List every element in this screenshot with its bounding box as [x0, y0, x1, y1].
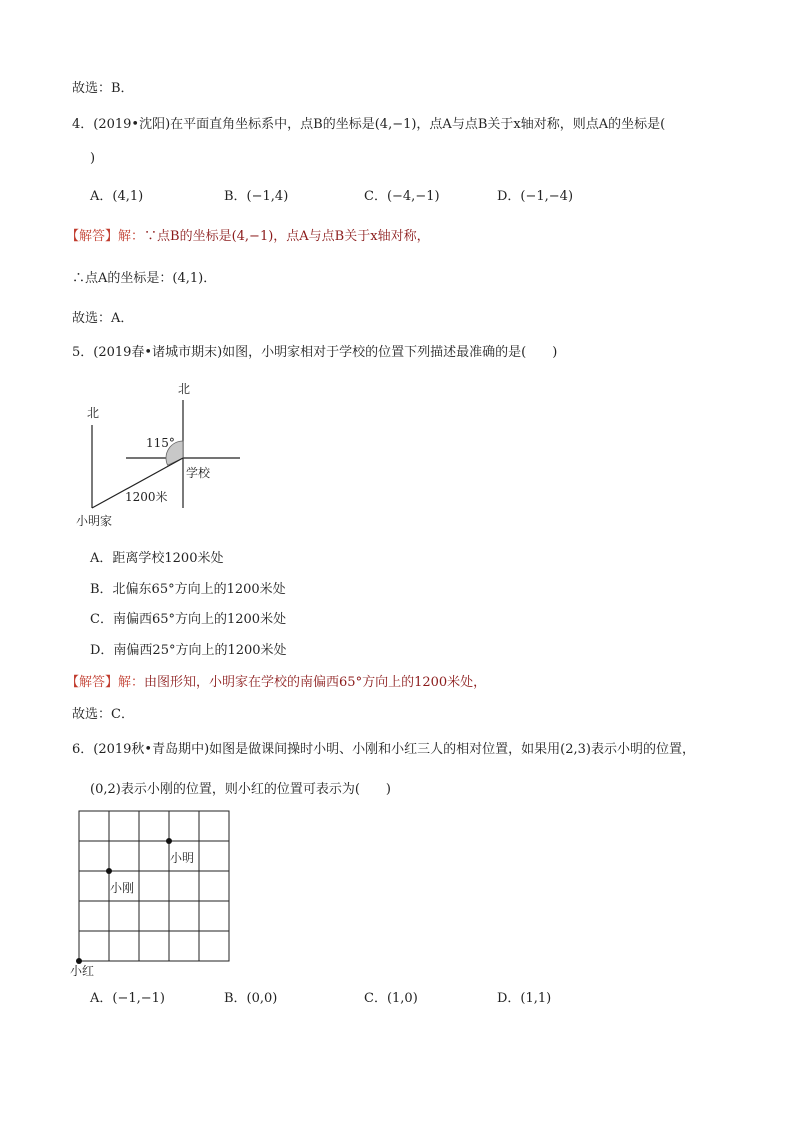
q4-answer-result: ∴点A的坐标是：(4,1)． [72, 271, 217, 286]
q4-option-a: A．(4,1) [90, 189, 144, 204]
gang-point [106, 868, 112, 874]
hong-label: 小红 [70, 964, 95, 978]
q3-conclusion: 故选：B． [72, 81, 134, 96]
right-north-label: 北 [178, 382, 191, 396]
q6-stem: 6．(2019秋•青岛期中)如图是做课间操时小明、小刚和小红三人的相对位置，如果用(2,3)表示小明的位置， [72, 742, 695, 757]
answer-body: 由图形知，小明家在学校的南偏西65°方向上的1200米处， [144, 675, 487, 690]
q4-option-d: D．(−1,−4) [497, 189, 574, 204]
distance-label: 1200米 [125, 490, 168, 504]
answer-lead: 解： [118, 229, 145, 244]
gang-label: 小刚 [110, 881, 135, 895]
q4-option-b: B．(−1,4) [224, 189, 289, 204]
answer-lead: 解： [118, 675, 145, 690]
home-label: 小明家 [76, 514, 113, 528]
answer-tag: 【解答】 [66, 229, 119, 244]
angle-label: 115° [146, 436, 175, 450]
ming-point [166, 838, 172, 844]
q5-stem: 5．(2019春•诸城市期末)如图，小明家相对于学校的位置下列描述最准确的是( ) [72, 345, 558, 360]
q6-option-a: A．(−1,−1) [90, 991, 165, 1006]
q5-option-d: D．南偏西25°方向上的1200米处 [90, 643, 287, 658]
answer-tag: 【解答】 [66, 675, 119, 690]
q6-option-c: C．(1,0) [364, 991, 418, 1006]
q5-conclusion: 故选：C． [72, 707, 134, 722]
q5-option-b: B．北偏东65°方向上的1200米处 [90, 582, 286, 597]
school-label: 学校 [186, 466, 211, 480]
q5-option-c: C．南偏西65°方向上的1200米处 [90, 612, 287, 627]
ming-label: 小明 [170, 851, 195, 865]
answer-body: ∵点B的坐标是(4,−1)，点A与点B关于x轴对称， [144, 229, 430, 244]
q4-conclusion: 故选：A． [72, 311, 134, 326]
q4-stem-cont: ) [90, 151, 96, 166]
q6-option-b: B．(0,0) [224, 991, 278, 1006]
q4-option-c: C．(−4,−1) [364, 189, 440, 204]
q5-option-a: A．距离学校1200米处 [90, 551, 224, 566]
q6-stem-cont: (0,2)表示小刚的位置，则小红的位置可表示为( ) [90, 782, 391, 797]
q6-option-d: D．(1,1) [497, 991, 552, 1006]
q4-stem: 4．(2019•沈阳)在平面直角坐标系中，点B的坐标是(4,−1)，点A与点B关于x轴对称，则点A的坐标是( [72, 117, 666, 132]
left-north-label: 北 [87, 406, 100, 420]
grid-lines [79, 811, 229, 961]
